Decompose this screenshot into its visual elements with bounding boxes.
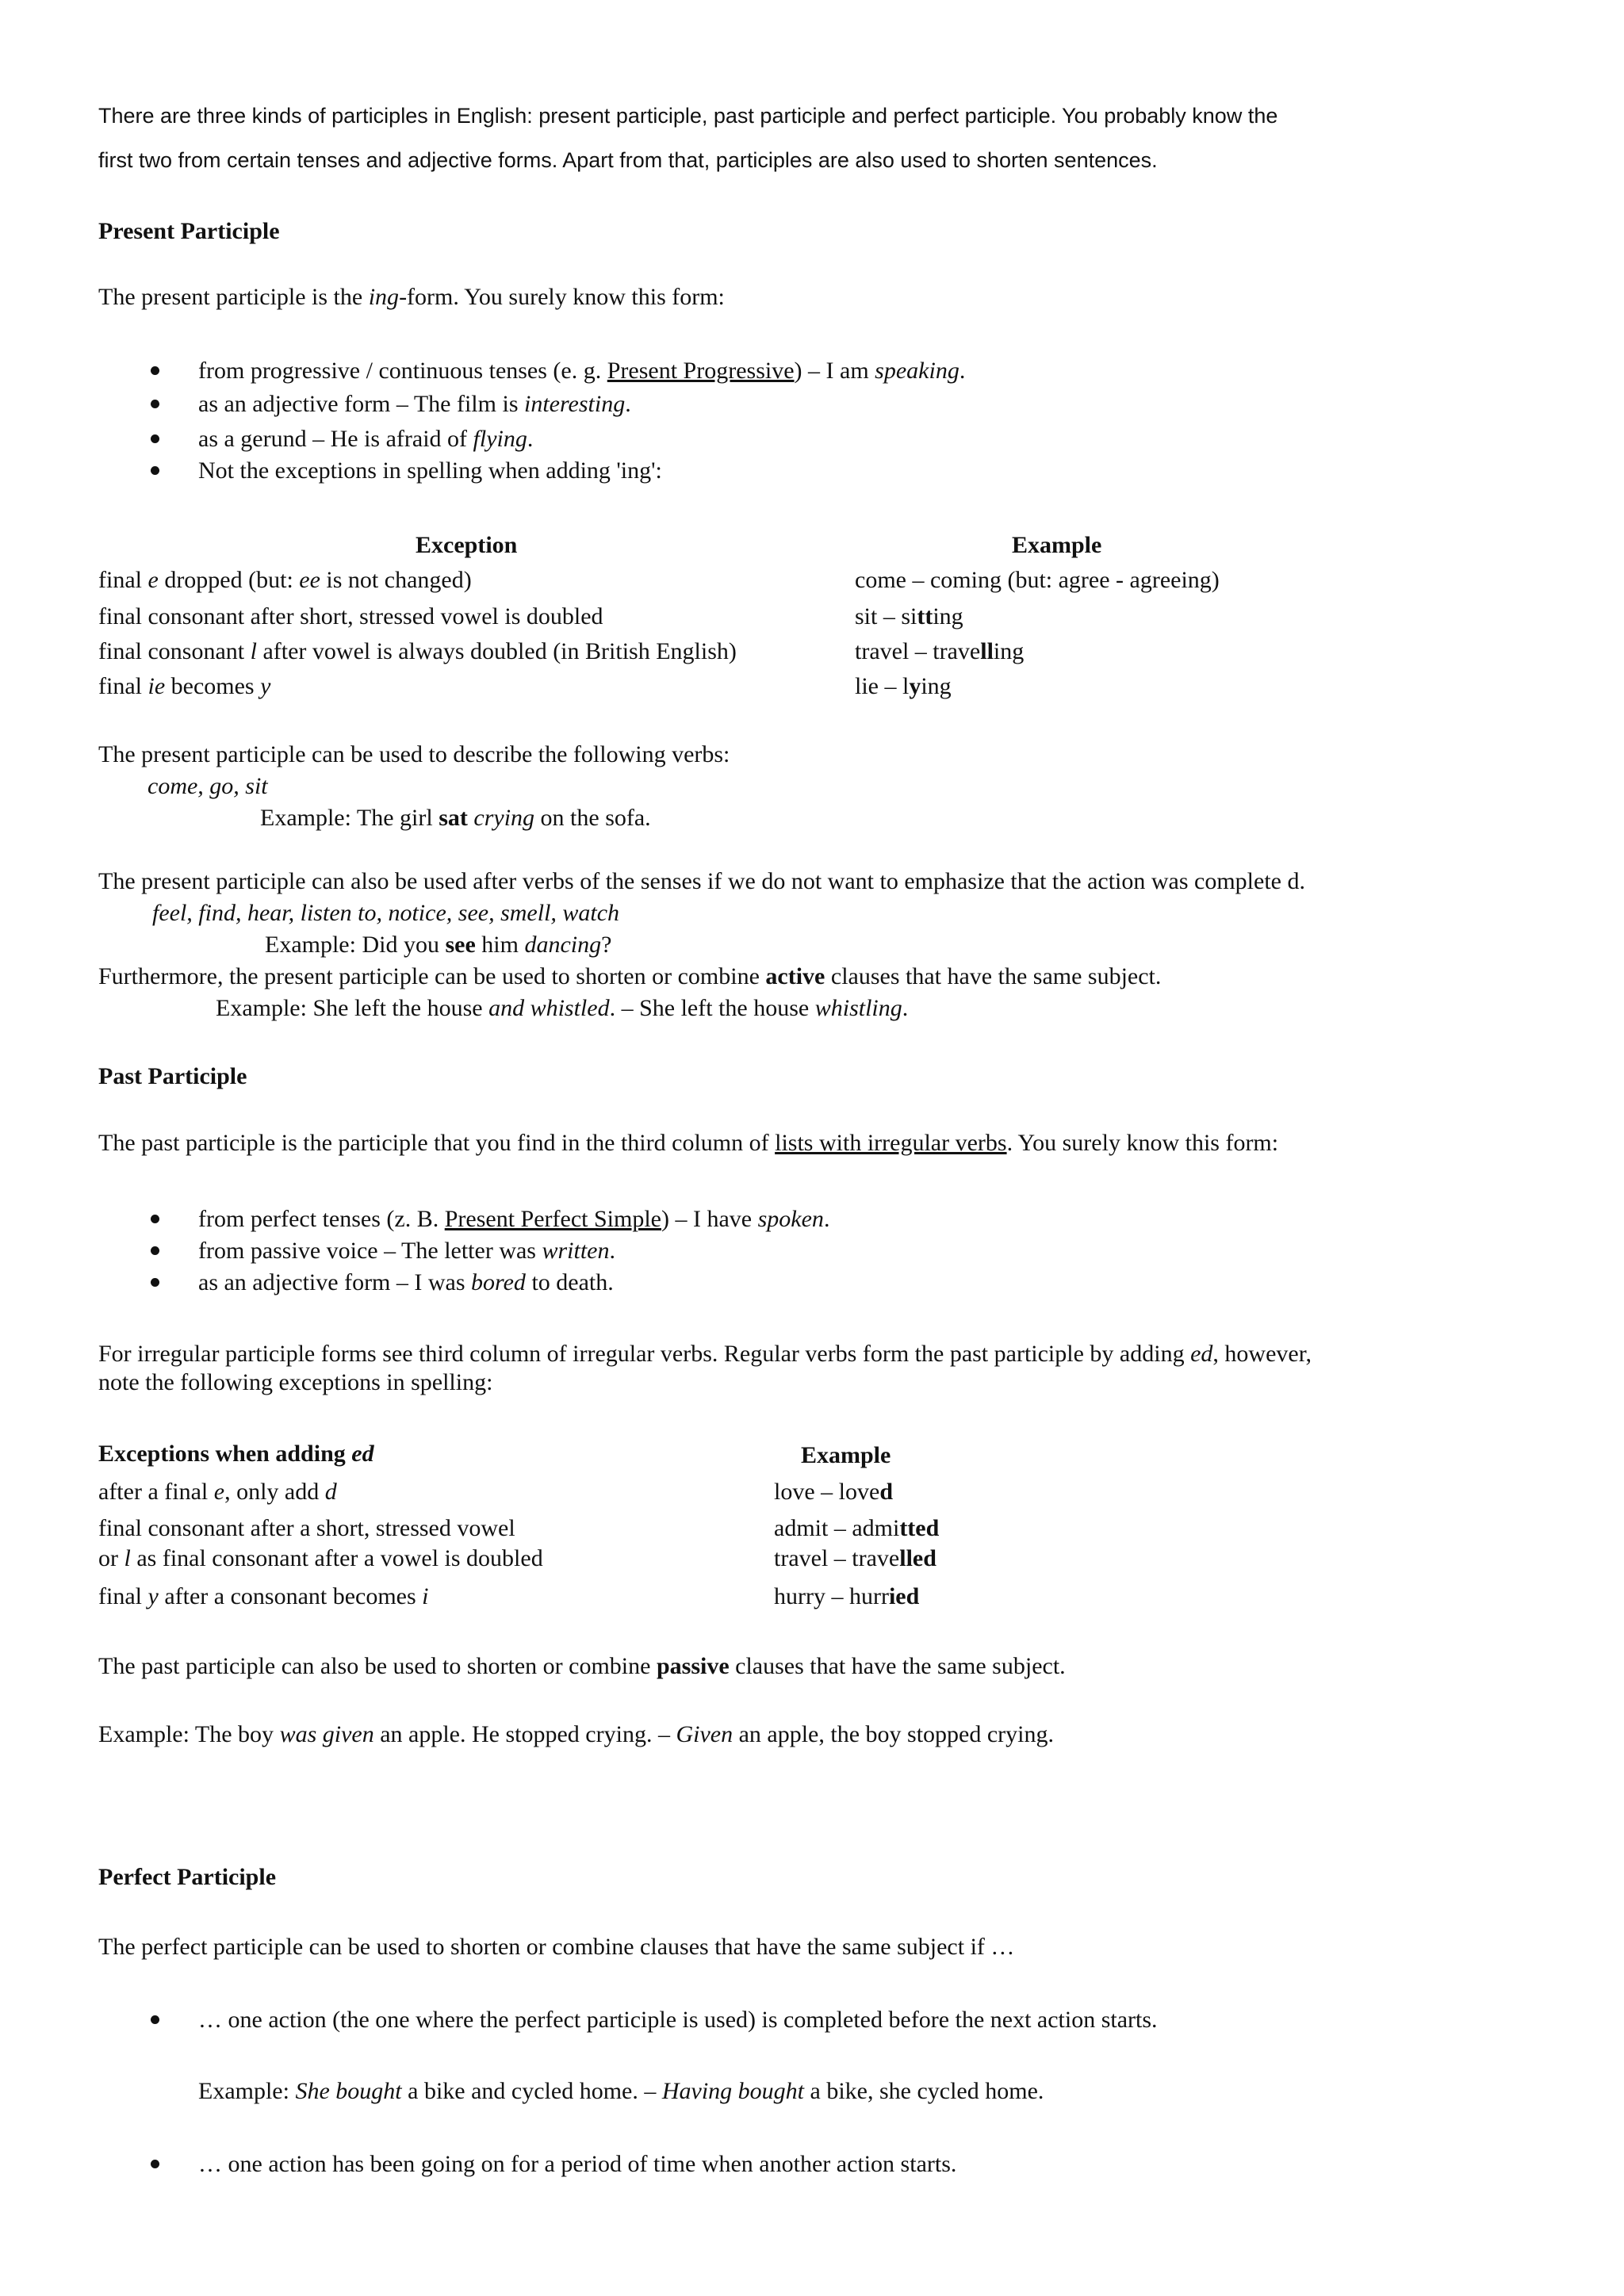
table-cell-exception: final consonant after a short, stressed vowel	[98, 1515, 515, 1541]
present-bullet-2: as an adjective form – The film is interesting.	[198, 391, 631, 417]
table-cell-exception: final consonant l after vowel is always doubled (in British English)	[98, 638, 737, 664]
table-cell-example: lie – lying	[855, 673, 952, 699]
example-3: Example: She left the house and whistled. – She left the house whistling.	[216, 995, 909, 1021]
past-bullet-2: from passive voice – The letter was written.	[198, 1238, 615, 1264]
perfect-intro: The perfect participle can be used to shorten or combine clauses that have the same subject if …	[98, 1934, 1015, 1960]
table-header-example: Example	[1012, 532, 1102, 558]
past-bullet-3: as an adjective form – I was bored to death.	[198, 1269, 614, 1295]
present-progressive-link[interactable]: Present Progressive	[607, 358, 795, 384]
table-cell-exception: final e dropped (but: ee is not changed)	[98, 567, 472, 593]
table-cell-exception: or l as final consonant after a vowel is doubled	[98, 1545, 543, 1571]
perfect-example: Example: She bought a bike and cycled home. – Having bought a bike, she cycled home.	[198, 2078, 1044, 2104]
verbs-list-1: come, go, sit	[147, 773, 268, 799]
table-cell-exception: after a final e, only add d	[98, 1479, 337, 1505]
bullet-icon	[147, 2004, 163, 2036]
table-cell-exception: final ie becomes y	[98, 673, 271, 699]
intro-line-2: first two from certain tenses and adjective forms. Apart from that, participles are also used to shorten sentences.	[98, 148, 1158, 172]
verbs-list-2: feel, find, hear, listen to, notice, see, smell, watch	[152, 900, 620, 926]
senses-intro: The present participle can also be used after verbs of the senses if we do not want to emphasize that the action was complete d.	[98, 868, 1305, 894]
present-participle-heading: Present Participle	[98, 218, 280, 244]
passive-line: The past participle can also be used to shorten or combine passive clauses that have the same subject.	[98, 1653, 1066, 1679]
table-cell-example: travel – travelling	[855, 638, 1025, 664]
table-cell-exception: final y after a consonant becomes i	[98, 1583, 429, 1609]
past-intro: The past participle is the participle that you find in the third column of lists with irregular verbs. You surely know this form:	[98, 1130, 1279, 1156]
table-header-exception: Exception	[416, 532, 518, 558]
table-header-exception: Exceptions when adding ed	[98, 1441, 374, 1467]
furthermore-line: Furthermore, the present participle can be used to shorten or combine active clauses that have the same subject.	[98, 963, 1162, 989]
table-header-example: Example	[801, 1442, 891, 1468]
verbs-describe-intro: The present participle can be used to describe the following verbs:	[98, 741, 730, 767]
present-perfect-simple-link[interactable]: Present Perfect Simple	[444, 1206, 661, 1232]
present-bullet-3: as a gerund – He is afraid of flying.	[198, 426, 534, 452]
example-1: Example: The girl sat crying on the sofa.	[260, 805, 651, 831]
present-bullet-4: Not the exceptions in spelling when adding 'ing':	[198, 457, 662, 484]
bullet-icon	[147, 355, 163, 387]
present-bullet-1: from progressive / continuous tenses (e. g. Present Progressive) – I am speaking.	[198, 358, 966, 384]
intro-line-1: There are three kinds of participles in English: present participle, past participle and perfect participle. You probably know the	[98, 104, 1278, 128]
table-cell-example: come – coming (but: agree - agreeing)	[855, 567, 1220, 593]
example-2: Example: Did you see him dancing?	[265, 932, 612, 958]
past-example: Example: The boy was given an apple. He stopped crying. – Given an apple, the boy stopped crying.	[98, 1721, 1054, 1747]
table-cell-exception: final consonant after short, stressed vowel is doubled	[98, 603, 603, 629]
irregular-verbs-link[interactable]: lists with irregular verbs	[775, 1130, 1007, 1156]
irregular-forms-line-2: note the following exceptions in spelling:	[98, 1369, 493, 1395]
bullet-icon	[147, 423, 163, 455]
past-bullet-1: from perfect tenses (z. B. Present Perfect Simple) – I have spoken.	[198, 1206, 830, 1232]
irregular-forms-line-1: For irregular participle forms see third column of irregular verbs. Regular verbs form the past participle by adding ed, however,	[98, 1341, 1312, 1367]
bullet-icon	[147, 455, 163, 487]
bullet-icon	[147, 1203, 163, 1235]
perfect-bullet-1: … one action (the one where the perfect participle is used) is completed before the next action starts.	[198, 2007, 1158, 2033]
perfect-participle-heading: Perfect Participle	[98, 1864, 277, 1890]
table-cell-example: travel – travelled	[774, 1545, 936, 1571]
bullet-icon	[147, 1235, 163, 1267]
perfect-bullet-2: … one action has been going on for a period of time when another action starts.	[198, 2151, 957, 2177]
bullet-icon	[147, 388, 163, 420]
table-cell-example: sit – sitting	[855, 603, 963, 629]
past-participle-heading: Past Participle	[98, 1063, 247, 1089]
table-cell-example: admit – admitted	[774, 1515, 940, 1541]
present-intro: The present participle is the ing-form. You surely know this form:	[98, 284, 725, 310]
table-cell-example: love – loved	[774, 1479, 893, 1505]
table-cell-example: hurry – hurried	[774, 1583, 920, 1609]
bullet-icon	[147, 2149, 163, 2180]
bullet-icon	[147, 1267, 163, 1299]
